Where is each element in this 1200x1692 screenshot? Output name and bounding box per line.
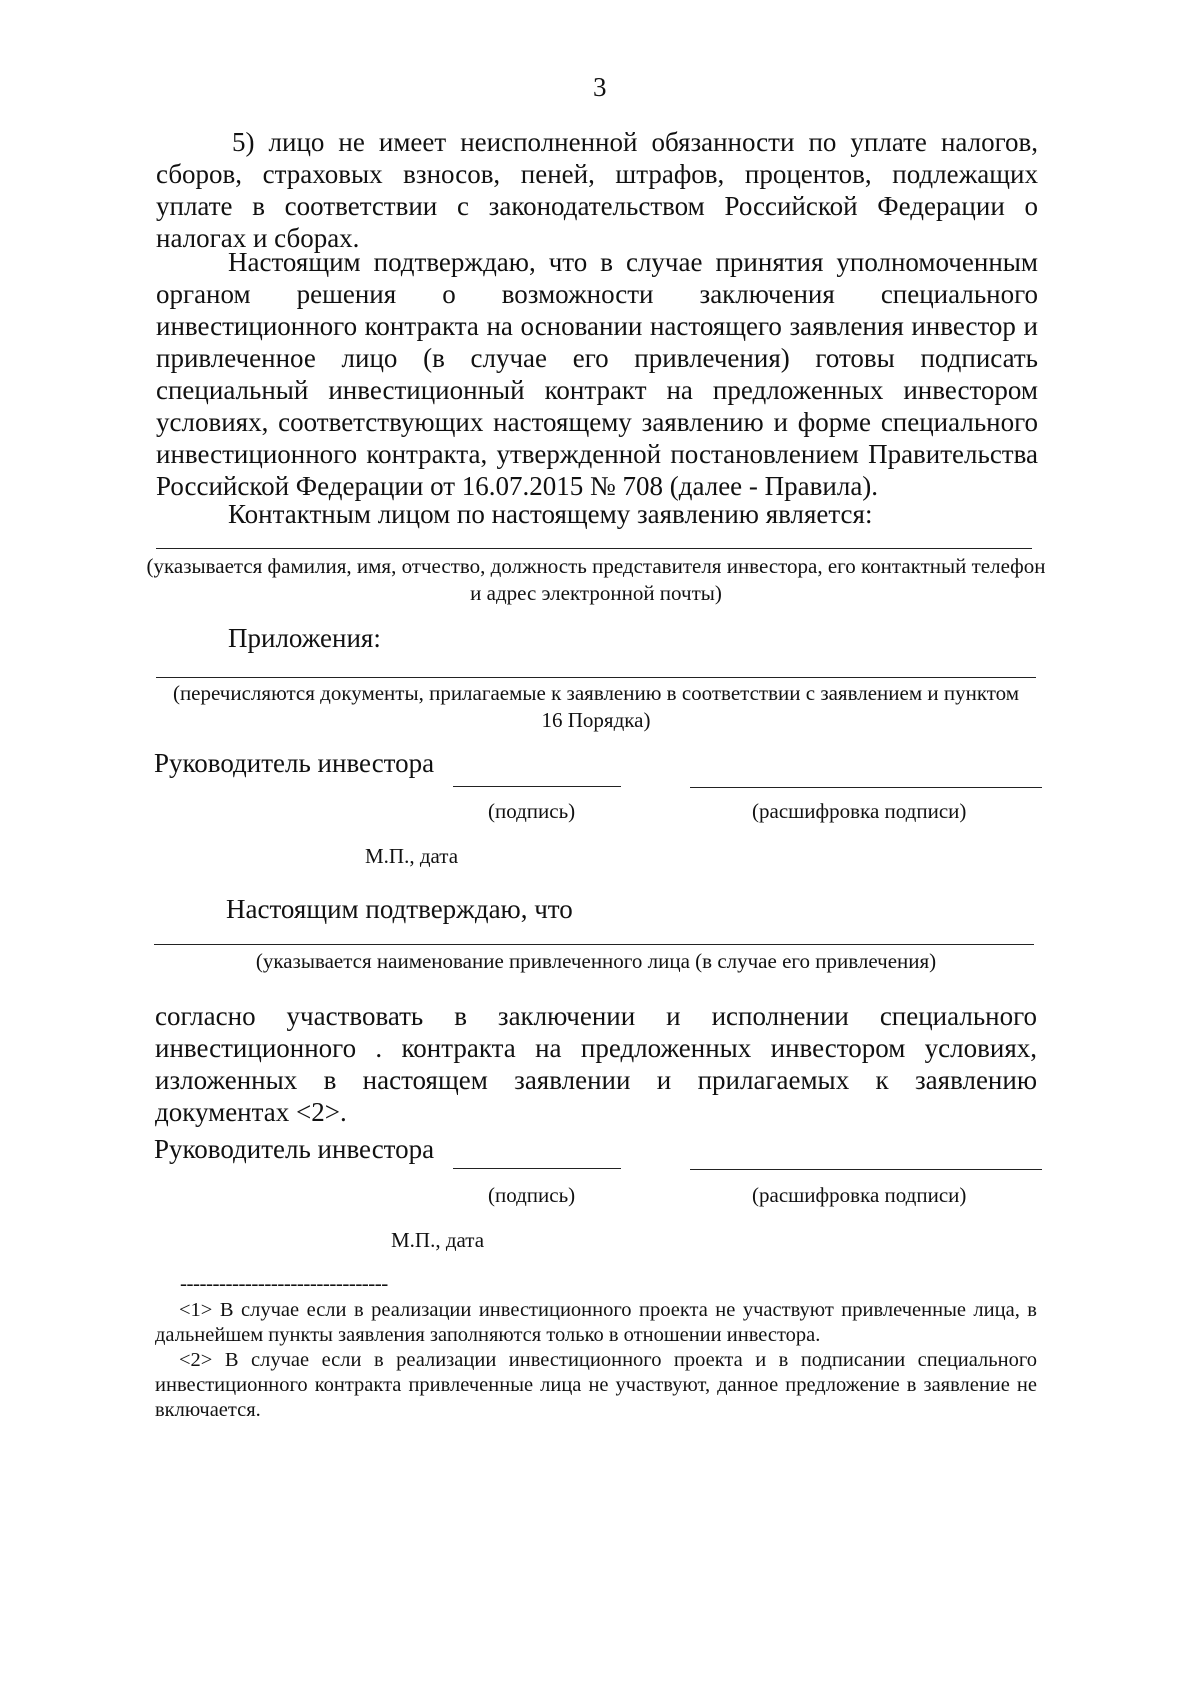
attachments-fill-line: [156, 677, 1036, 678]
confirm-paragraph: Настоящим подтверждаю, что в случае принятия уполномоченным органом решения о возможности заключения специального инвестиционного контракта на основании настоящего заявления инвестор и привлеченное лицо (в случае его привлечения) готовы подписать специальный инвестиционный контракт на предложенных инвестором условиях, соответствующих настоящему заявлению и форме специального инвестиционного контракта, утвержденной постановлением Правительства Российской Федерации от 16.07.2015 № 708 (далее - Правила).: [156, 247, 1038, 501]
agree-paragraph: согласно участвовать в заключении и исполнении специального инвестиционного . контракта на предложенных инвестором условиях, изложенных в настоящем заявлении и прилагаемых к заявлению документах <2>.: [155, 1001, 1037, 1127]
item-5-paragraph: [156, 126, 1038, 254]
footnote-2: <2> В случае если в реализации инвестиционного проекта и в подписании специального инвестиционного контракта привлеченные лица не участвуют, данное предложение в заявление не включается.: [155, 1349, 1037, 1421]
signature1-decode-line: [690, 787, 1042, 788]
signature1-sign-line: [453, 786, 621, 787]
contact-hint: (указывается фамилия, имя, отчество, должность представителя инвестора, его контактный телефон и адрес электронной почты): [146, 554, 1046, 605]
signature2-sign-line: [453, 1168, 621, 1169]
attracted-fill-line: [154, 944, 1034, 945]
item-5-text: лицо не имеет неисполненной обязанности по уплате налогов, сборов, страховых взносов, пеней, штрафов, процентов, подлежащих уплате в соответствии с законодательством Российской Федерации о налогах и сборах.: [156, 127, 1038, 253]
signature2-role: Руководитель инвестора: [154, 1134, 435, 1164]
item-5-prefix: 5): [232, 127, 255, 157]
signature2-decode-hint: (расшифровка подписи): [752, 1183, 967, 1207]
contact-fill-line: [156, 548, 1032, 549]
contact-label: Контактным лицом по настоящему заявлению является:: [228, 499, 873, 529]
attracted-hint: (указывается наименование привлеченного лица (в случае его привлечения): [255, 949, 937, 973]
footnote-1: <1> В случае если в реализации инвестиционного проекта не участвуют привлеченные лица, в дальнейшем пункты заявления заполняются только в отношении инвестора.: [155, 1299, 1037, 1346]
attachments-hint: (перечисляются документы, прилагаемые к заявлению в соответствии с заявлением и пунктом 16 Порядка): [172, 681, 1020, 732]
footnote-separator: --------------------------------: [180, 1271, 388, 1295]
attachments-label: Приложения:: [228, 623, 381, 653]
signature2-decode-line: [690, 1169, 1042, 1170]
page-number: 3: [593, 72, 607, 102]
signature1-decode-hint: (расшифровка подписи): [752, 799, 967, 823]
signature2-sign-hint: (подпись): [488, 1183, 576, 1207]
signature1-sign-hint: (подпись): [488, 799, 576, 823]
signature1-stamp-date: М.П., дата: [365, 844, 459, 868]
signature2-stamp-date: М.П., дата: [391, 1228, 485, 1252]
signature1-role: Руководитель инвестора: [154, 748, 435, 778]
attracted-label: Настоящим подтверждаю, что: [226, 894, 573, 924]
